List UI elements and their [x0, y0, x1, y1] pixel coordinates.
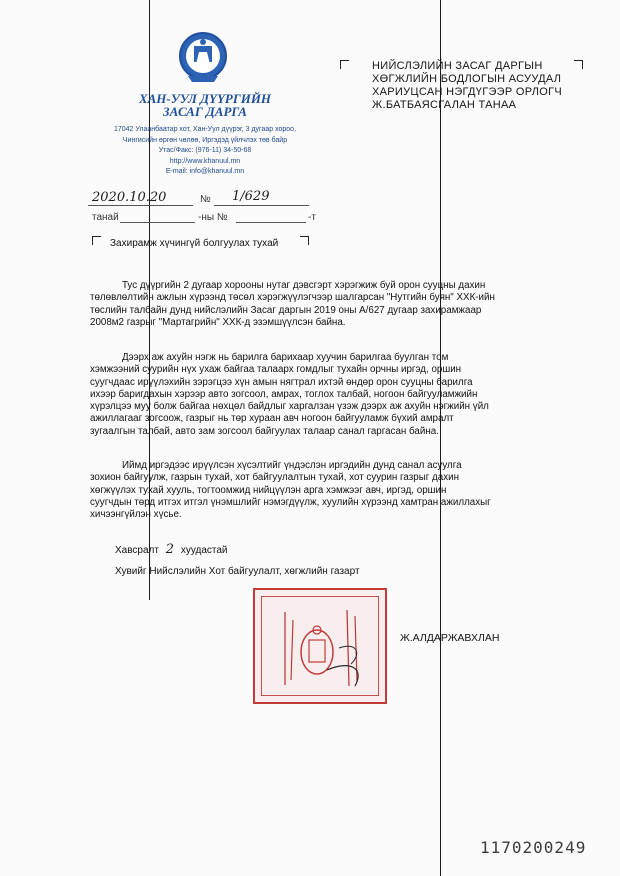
p1-line: төлөвлөлтийн ажлын хүрээнд төсөл хэрэгжүүлэгчээр шалгарсан "Нутгийн буян" ХХК-ийн — [90, 292, 495, 304]
letter-number: 1/629 — [232, 189, 270, 204]
copy-to-note: Хувийг Нийслэлийн Хот байгуулалт, хөгжлийн газарт — [115, 566, 360, 577]
p1-line: 2008м2 газрыг "Мартагрийн" ХХК-д эзэмшүүлсэн байна. — [90, 316, 346, 328]
subject-corner-left — [92, 236, 101, 245]
mongolia-state-emblem-icon — [178, 30, 228, 86]
tanai-underline — [120, 222, 195, 223]
p2-line: хэмжээний суурийн нүх ухаж байгаа талаарх гомдлыг тухайн орчны иргэд, оршин — [90, 364, 462, 376]
addressee-line1: НИЙСЛЭЛИЙН ЗАСАГ ДАРГЫН — [372, 60, 543, 72]
addressee-line4: Ж.БАТБАЯСГАЛАН ТАНАА — [372, 99, 517, 111]
paragraph-2 — [90, 352, 590, 438]
signer-name: Ж.АЛДАРЖАВХЛАН — [400, 632, 500, 644]
addressee-line3: ХАРИУЦСАН НЭГДҮГЭЭР ОРЛОГЧ — [372, 86, 563, 98]
addressee-line2: ХӨГЖЛИЙН БОДЛОГЫН АСУУДАЛ — [372, 73, 562, 85]
seal-emblem-icon — [255, 590, 385, 702]
subject-corner-right — [300, 236, 309, 245]
attachment-label-after: хуудастай — [180, 545, 228, 556]
email-line: E-mail: info@khanuul.mn — [165, 168, 245, 175]
p1-line: төслийн талбайн дунд нийслэлийн Засаг даргын 2019 оны А/627 дугаар захирамжаар — [90, 304, 482, 316]
p3-line: хөгжүүлэх тухай хууль, тогтоомжид нийцүүлэн арга хэмжээг авч, иргэд, оршин — [90, 484, 447, 496]
tanai-label: танай — [92, 212, 119, 223]
letter-subject: Захирамж хүчингүй болгуулах тухай — [110, 238, 279, 249]
org-name-line1: ХАН-УУЛ ДҮҮРГИЙН — [138, 91, 272, 106]
attachment-label: Хавсралт — [115, 545, 159, 556]
document-serial-number: 1170200249 — [480, 838, 587, 857]
address-line2: Чингисийн өргөн чөлөө, Иргэдэд үйлчлэх төв байр — [122, 136, 288, 144]
letterhead-org-name — [120, 92, 290, 118]
attachment-count: 2 — [165, 542, 175, 557]
ny-underline — [236, 222, 306, 223]
p2-line: ихээр баригдахын хэрээр авто зогсоол, амрах, тоглох талбай, ногоон байгууламжийн — [90, 388, 478, 400]
p2-line: суугчдаас ирүүлэхийн зэрэгцээ хүн амын нягтрал ихтэй өндөр орон сууцны барилга — [90, 376, 473, 388]
number-label: № — [200, 194, 211, 205]
addressee-corner-left — [340, 60, 349, 69]
p3-line: хичээнгүйлэн хүсье. — [90, 509, 182, 521]
number-underline — [214, 205, 309, 206]
website-line: http://www.khanuul.mn — [169, 157, 241, 165]
p2-line: Дээрх аж ахуйн нэгж нь барилга барихаар хуучин барилгаа буулган том — [122, 352, 449, 363]
letterhead-contact — [95, 125, 315, 178]
attachment-note — [115, 542, 228, 557]
letter-date: 2020.10.20 — [92, 190, 167, 205]
phone-line: Утас/Факс: (976-11) 34-50-68 — [158, 147, 252, 154]
p2-line: ажиллагааг зогсоож, газрыг нь төр хураан авч ногоон байгууламж бүхий амралт — [90, 413, 454, 425]
addressee-block — [372, 60, 592, 112]
p1-line: Тус дүүргийн 2 дугаар хорооны нутаг дэвсгэрт хэрэгжиж буй орон сууцны дахин — [122, 280, 486, 291]
official-red-seal-icon — [253, 588, 387, 704]
org-name-line2: ЗАСАГ ДАРГА — [163, 104, 247, 119]
p3-line: Иймд иргэдээс ирүүлсэн хүсэлтийг үндэслэн иргэдийн дунд санал асуулга — [122, 460, 462, 471]
p2-line: зугаалгын талбай, авто зам зогсоол байгуулах талаар санал гаргасан байна. — [90, 425, 439, 437]
paragraph-1 — [90, 280, 590, 329]
paragraph-3 — [90, 460, 590, 521]
t-label: -т — [308, 212, 316, 223]
ny-number-label: -ны № — [198, 212, 228, 223]
p3-line: зохион байгуулж, газрын тухай, хот байгуулалтын тухай, хот суурин газрыг дахин — [90, 472, 459, 484]
p2-line: хүрэлцээ муу болж байгаа нөхцөл байдлыг харгалзан үзэж дээрх аж ахуйн нэгжийн үйл — [90, 401, 489, 413]
date-underline — [88, 205, 193, 206]
p3-line: суугчдын төрд итгэх итгэл үнэмшлийг нэмэгдүүлж, хуулийн хүрээнд хамтран ажиллахыг — [90, 496, 491, 508]
address-line1: 17042 Улаанбаатар хот, Хан-Уул дүүрэг, 3 дугаар хороо, — [113, 126, 297, 133]
